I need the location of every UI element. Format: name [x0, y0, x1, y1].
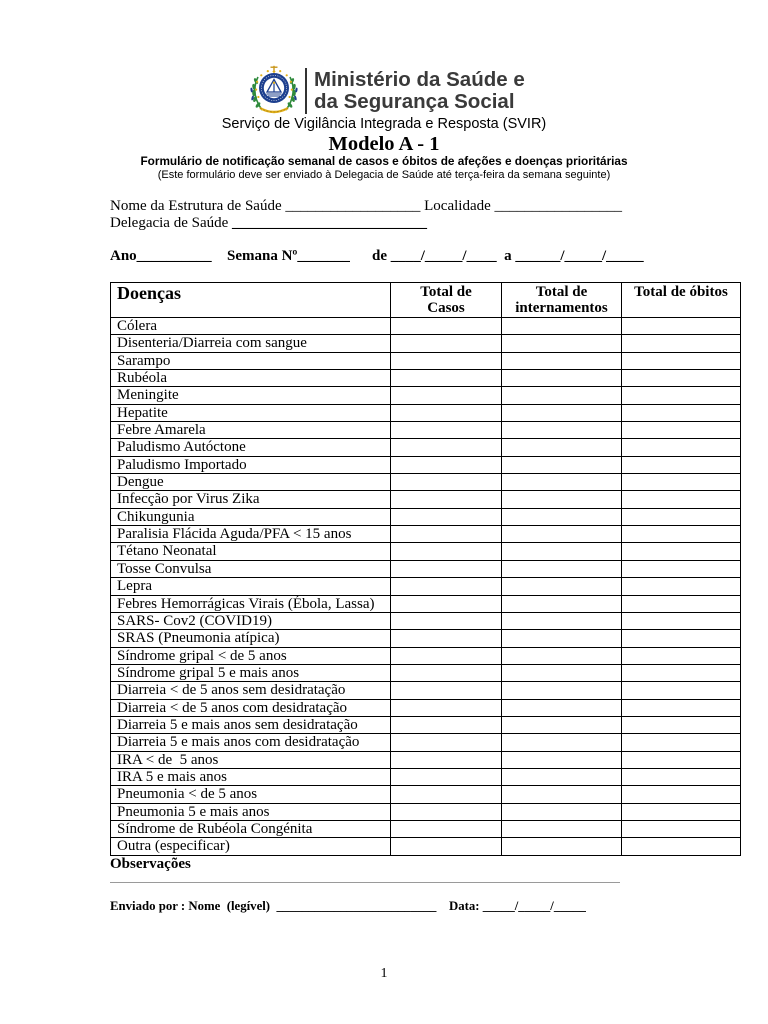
total-cases-cell — [391, 700, 502, 717]
total-deaths-cell — [622, 526, 741, 543]
column-header-diseases: Doenças — [111, 283, 391, 318]
total-deaths-cell — [622, 318, 741, 335]
disease-table — [110, 282, 741, 856]
disease-name-cell: SARS- Cov2 (COVID19) — [111, 613, 391, 630]
total-deaths-cell — [622, 509, 741, 526]
total-cases-cell — [391, 561, 502, 578]
disease-name-cell: Pneumonia 5 e mais anos — [111, 804, 391, 821]
total-hospitalizations-cell — [502, 457, 622, 474]
total-hospitalizations-cell — [502, 786, 622, 803]
total-hospitalizations-cell — [502, 353, 622, 370]
total-deaths-cell — [622, 370, 741, 387]
total-deaths-cell — [622, 734, 741, 751]
column-header-total-deaths: Total de óbitos — [622, 283, 741, 318]
disease-name-cell: Febre Amarela — [111, 422, 391, 439]
total-cases-cell — [391, 821, 502, 838]
total-cases-cell — [391, 769, 502, 786]
form-note: (Este formulário deve ser enviado à Delegacia de Saúde até terça-feira da semana seguinte) — [157, 169, 611, 181]
total-deaths-cell — [622, 596, 741, 613]
date-field: Data: _____/_____/_____ — [449, 899, 586, 913]
total-cases-cell — [391, 474, 502, 491]
period-field: de ____/_____/____ a ______/_____/_____ — [372, 248, 644, 264]
total-cases-cell — [391, 439, 502, 456]
total-deaths-cell — [622, 474, 741, 491]
total-deaths-cell — [622, 439, 741, 456]
disease-name-cell: Tétano Neonatal — [111, 543, 391, 560]
year-field: Ano__________ — [110, 248, 212, 264]
coat-of-arms-icon — [247, 65, 301, 117]
total-hospitalizations-cell — [502, 509, 622, 526]
observations-label: Observações — [110, 856, 191, 872]
total-cases-cell — [391, 717, 502, 734]
total-hospitalizations-cell — [502, 665, 622, 682]
disease-name-cell: Paralisia Flácida Aguda/PFA < 15 anos — [111, 526, 391, 543]
total-cases-cell — [391, 682, 502, 699]
total-cases-cell — [391, 613, 502, 630]
structure-line — [110, 198, 622, 215]
total-hospitalizations-cell — [502, 474, 622, 491]
total-cases-cell — [391, 752, 502, 769]
delegacy-blank: __________________________ — [232, 215, 428, 231]
total-cases-cell — [391, 578, 502, 595]
total-cases-cell — [391, 543, 502, 560]
disease-name-cell: Febres Hemorrágicas Virais (Ébola, Lassa) — [111, 596, 391, 613]
total-hospitalizations-cell — [502, 717, 622, 734]
total-hospitalizations-cell — [502, 370, 622, 387]
total-deaths-cell — [622, 543, 741, 560]
disease-name-cell: Outra (especificar) — [111, 838, 391, 855]
total-hospitalizations-cell — [502, 335, 622, 352]
total-hospitalizations-cell — [502, 838, 622, 855]
total-hospitalizations-cell — [502, 613, 622, 630]
total-hospitalizations-cell — [502, 561, 622, 578]
total-hospitalizations-cell — [502, 648, 622, 665]
disease-name-cell: IRA < de 5 anos — [111, 752, 391, 769]
total-deaths-cell — [622, 613, 741, 630]
total-hospitalizations-cell — [502, 439, 622, 456]
total-hospitalizations-cell — [502, 596, 622, 613]
total-deaths-cell — [622, 838, 741, 855]
disease-name-cell: Sarampo — [111, 353, 391, 370]
total-hospitalizations-cell — [502, 578, 622, 595]
total-cases-cell — [391, 318, 502, 335]
delegacy-label: Delegacia de Saúde — [110, 215, 229, 231]
total-deaths-cell — [622, 491, 741, 508]
total-deaths-cell — [622, 578, 741, 595]
logo-divider — [305, 68, 307, 114]
form-title: Formulário de notificação semanal de casos e óbitos de afeções e doenças prioritárias — [140, 154, 628, 168]
total-hospitalizations-cell — [502, 422, 622, 439]
structure-blank: __________________ — [285, 198, 421, 214]
total-deaths-cell — [622, 387, 741, 404]
total-cases-cell — [391, 457, 502, 474]
total-hospitalizations-cell — [502, 700, 622, 717]
total-cases-cell — [391, 509, 502, 526]
disease-name-cell: Cólera — [111, 318, 391, 335]
total-cases-cell — [391, 335, 502, 352]
disease-name-cell: Paludismo Importado — [111, 457, 391, 474]
disease-name-cell: Diarreia 5 e mais anos com desidratação — [111, 734, 391, 751]
page-number: 1 — [380, 966, 388, 981]
form-model-title: Modelo A - 1 — [328, 133, 440, 155]
total-cases-cell — [391, 838, 502, 855]
total-cases-cell — [391, 370, 502, 387]
total-hospitalizations-cell — [502, 734, 622, 751]
week-field: Semana Nº_______ — [227, 248, 350, 264]
column-header-total-hospitalizations: Total de internamentos — [502, 283, 622, 318]
total-deaths-cell — [622, 786, 741, 803]
total-deaths-cell — [622, 561, 741, 578]
disease-name-cell: Rubéola — [111, 370, 391, 387]
total-deaths-cell — [622, 682, 741, 699]
total-hospitalizations-cell — [502, 387, 622, 404]
total-cases-cell — [391, 405, 502, 422]
delegacy-line — [110, 215, 427, 232]
total-hospitalizations-cell — [502, 769, 622, 786]
disease-name-cell: SRAS (Pneumonia atípica) — [111, 630, 391, 647]
disease-name-cell: Paludismo Autóctone — [111, 439, 391, 456]
disease-name-cell: Chikungunia — [111, 509, 391, 526]
total-hospitalizations-cell — [502, 491, 622, 508]
total-cases-cell — [391, 353, 502, 370]
observations-line — [110, 882, 620, 883]
service-name: Serviço de Vigilância Integrada e Resposta (SVIR) — [221, 116, 547, 132]
total-deaths-cell — [622, 630, 741, 647]
total-hospitalizations-cell — [502, 682, 622, 699]
total-hospitalizations-cell — [502, 630, 622, 647]
structure-label: Nome da Estrutura de Saúde — [110, 198, 282, 214]
total-deaths-cell — [622, 821, 741, 838]
disease-name-cell: Hepatite — [111, 405, 391, 422]
total-cases-cell — [391, 596, 502, 613]
total-hospitalizations-cell — [502, 804, 622, 821]
total-deaths-cell — [622, 700, 741, 717]
disease-name-cell: Síndrome de Rubéola Congénita — [111, 821, 391, 838]
total-cases-cell — [391, 734, 502, 751]
disease-name-cell: Tosse Convulsa — [111, 561, 391, 578]
total-cases-cell — [391, 422, 502, 439]
total-hospitalizations-cell — [502, 543, 622, 560]
column-header-total-cases: Total de Casos — [391, 283, 502, 318]
total-hospitalizations-cell — [502, 318, 622, 335]
total-deaths-cell — [622, 769, 741, 786]
disease-name-cell: Síndrome gripal 5 e mais anos — [111, 665, 391, 682]
total-deaths-cell — [622, 752, 741, 769]
total-cases-cell — [391, 526, 502, 543]
total-cases-cell — [391, 387, 502, 404]
total-cases-cell — [391, 786, 502, 803]
total-hospitalizations-cell — [502, 526, 622, 543]
sent-by-field: Enviado por : Nome (legível) _________________________ — [110, 899, 437, 913]
total-hospitalizations-cell — [502, 821, 622, 838]
total-deaths-cell — [622, 422, 741, 439]
total-hospitalizations-cell — [502, 405, 622, 422]
total-hospitalizations-cell — [502, 752, 622, 769]
total-cases-cell — [391, 491, 502, 508]
total-deaths-cell — [622, 335, 741, 352]
disease-name-cell: Infecção por Virus Zika — [111, 491, 391, 508]
total-deaths-cell — [622, 457, 741, 474]
disease-name-cell: Lepra — [111, 578, 391, 595]
total-cases-cell — [391, 648, 502, 665]
total-deaths-cell — [622, 405, 741, 422]
total-deaths-cell — [622, 665, 741, 682]
locality-label: Localidade — [424, 198, 491, 214]
ministry-name-line1: Ministério da Saúde e — [314, 68, 525, 91]
disease-name-cell: Síndrome gripal < de 5 anos — [111, 648, 391, 665]
disease-name-cell: Pneumonia < de 5 anos — [111, 786, 391, 803]
disease-name-cell: Meningite — [111, 387, 391, 404]
disease-name-cell: Disenteria/Diarreia com sangue — [111, 335, 391, 352]
total-deaths-cell — [622, 353, 741, 370]
total-cases-cell — [391, 665, 502, 682]
total-cases-cell — [391, 630, 502, 647]
total-deaths-cell — [622, 648, 741, 665]
disease-name-cell: Diarreia 5 e mais anos sem desidratação — [111, 717, 391, 734]
total-cases-cell — [391, 804, 502, 821]
disease-name-cell: Diarreia < de 5 anos com desidratação — [111, 700, 391, 717]
total-deaths-cell — [622, 804, 741, 821]
locality-blank: _________________ — [494, 198, 623, 214]
ministry-name-line2: da Segurança Social — [314, 90, 515, 113]
disease-name-cell: Dengue — [111, 474, 391, 491]
disease-name-cell: IRA 5 e mais anos — [111, 769, 391, 786]
disease-name-cell: Diarreia < de 5 anos sem desidratação — [111, 682, 391, 699]
total-deaths-cell — [622, 717, 741, 734]
